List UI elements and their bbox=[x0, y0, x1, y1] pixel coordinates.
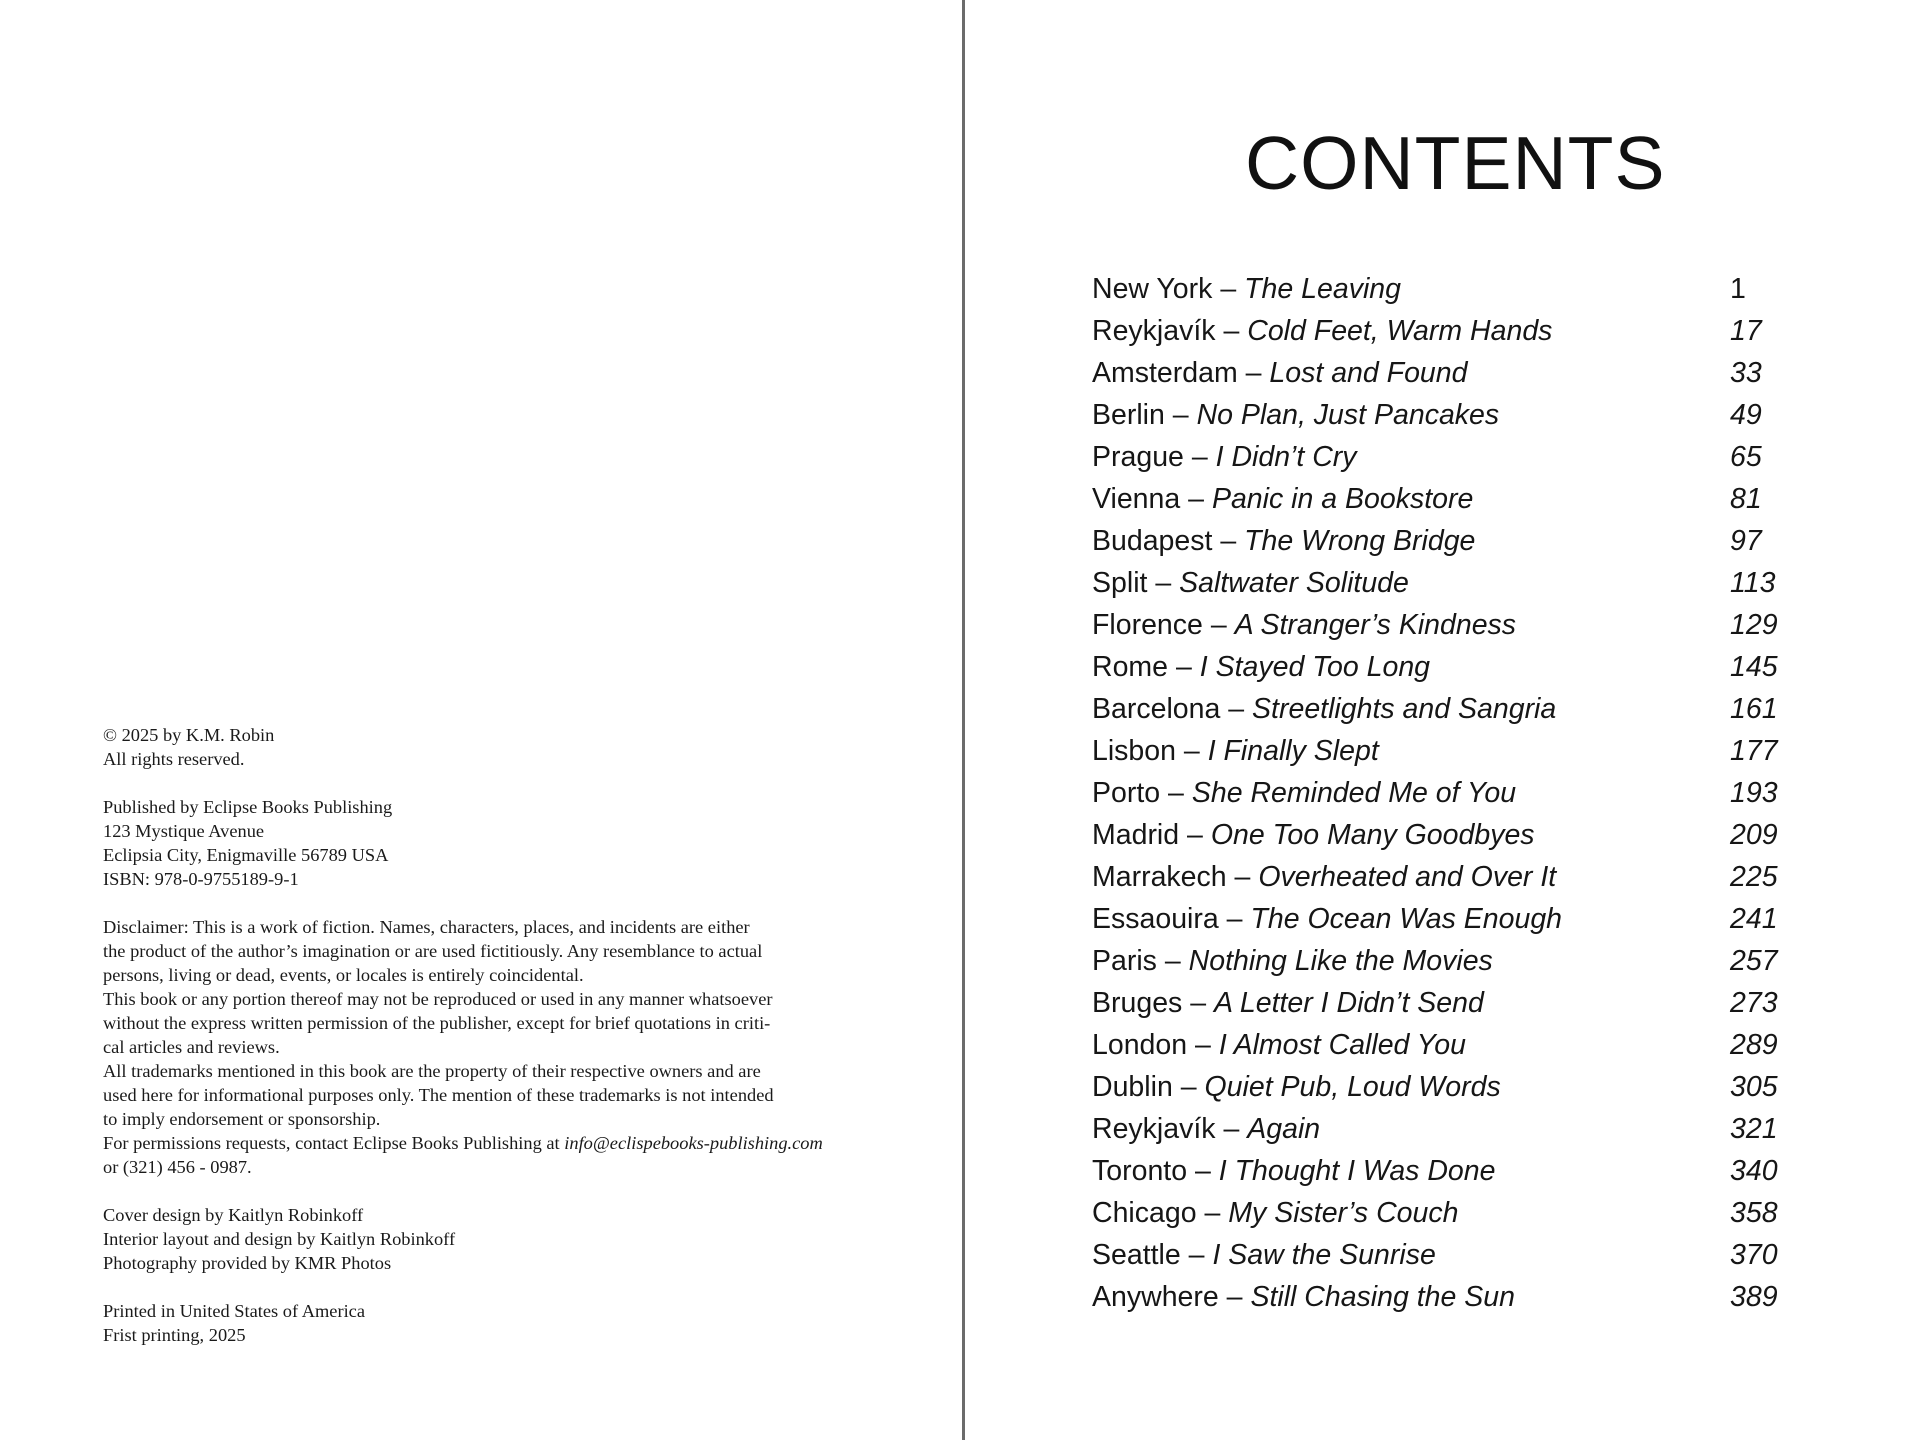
entry-city: Paris bbox=[1092, 945, 1157, 977]
printing-info bbox=[103, 1299, 863, 1347]
entry-title: A Stranger’s Kindness bbox=[1234, 609, 1517, 641]
entry-dash: – bbox=[1188, 1239, 1205, 1271]
entry-title: Lost and Found bbox=[1269, 357, 1468, 389]
contents-title: CONTENTS bbox=[1245, 121, 1666, 205]
contents-entry bbox=[1092, 772, 1792, 814]
entry-title: One Too Many Goodbyes bbox=[1210, 819, 1535, 851]
entry-title: Nothing Like the Movies bbox=[1188, 945, 1493, 977]
entry-city: Prague bbox=[1092, 441, 1184, 473]
permissions-phone: or (321) 456 - 0987. bbox=[103, 1157, 252, 1177]
entry-page-number: 289 bbox=[1730, 1029, 1778, 1061]
entry-dash: – bbox=[1245, 357, 1262, 389]
contents-entry bbox=[1092, 982, 1792, 1024]
disclaimer-line: the product of the author’s imagination or are used fictitiously. Any resemblance to actual bbox=[103, 941, 763, 961]
copyright-line: © 2025 by K.M. Robin bbox=[103, 725, 275, 745]
contents-entry bbox=[1092, 646, 1792, 688]
entry-title: The Leaving bbox=[1244, 273, 1401, 305]
entry-page-number: 241 bbox=[1730, 903, 1778, 935]
entry-page-number: 65 bbox=[1730, 441, 1762, 473]
entry-title: Streetlights and Sangria bbox=[1252, 693, 1557, 725]
entry-page-number: 145 bbox=[1730, 651, 1778, 683]
entry-dash: – bbox=[1204, 1197, 1221, 1229]
entry-city: Seattle bbox=[1092, 1239, 1181, 1271]
rights-line: All rights reserved. bbox=[103, 749, 245, 769]
entry-city: Budapest bbox=[1092, 525, 1213, 557]
entry-dash: – bbox=[1234, 861, 1251, 893]
contents-entry bbox=[1092, 352, 1792, 394]
entry-title: Still Chasing the Sun bbox=[1250, 1281, 1516, 1313]
entry-city: London bbox=[1092, 1029, 1188, 1061]
entry-city: Marrakech bbox=[1092, 861, 1227, 893]
entry-page-number: 209 bbox=[1730, 819, 1778, 851]
entry-city: Vienna bbox=[1092, 483, 1181, 515]
entry-page-number: 321 bbox=[1730, 1113, 1778, 1145]
entry-city: Bruges bbox=[1092, 987, 1183, 1019]
entry-dash: – bbox=[1210, 609, 1227, 641]
entry-city: Essaouira bbox=[1092, 903, 1219, 935]
contents-entry bbox=[1092, 268, 1792, 310]
entry-title: Panic in a Bookstore bbox=[1211, 483, 1474, 515]
entry-city: Madrid bbox=[1092, 819, 1180, 851]
contents-entry bbox=[1092, 1150, 1792, 1192]
entry-title: The Ocean Was Enough bbox=[1250, 903, 1563, 935]
entry-title: I Saw the Sunrise bbox=[1212, 1239, 1436, 1271]
disclaimer-line: Disclaimer: This is a work of fiction. Names, characters, places, and incidents are either bbox=[103, 917, 750, 937]
entry-dash: – bbox=[1183, 735, 1200, 767]
printing-edition: Frist printing, 2025 bbox=[103, 1325, 246, 1345]
contents-entry bbox=[1092, 1108, 1792, 1150]
entry-page-number: 97 bbox=[1730, 525, 1762, 557]
disclaimer-line: persons, living or dead, events, or locales is entirely coincidental. bbox=[103, 965, 584, 985]
contents-entry bbox=[1092, 1024, 1792, 1066]
entry-dash: – bbox=[1228, 693, 1245, 725]
entry-title: She Reminded Me of You bbox=[1191, 777, 1517, 809]
entry-title: Overheated and Over It bbox=[1258, 861, 1557, 893]
cover-credit: Cover design by Kaitlyn Robinkoff bbox=[103, 1205, 364, 1225]
entry-title: I Almost Called You bbox=[1218, 1029, 1466, 1061]
entry-title: A Letter I Didn’t Send bbox=[1214, 987, 1484, 1019]
entry-city: Anywhere bbox=[1092, 1281, 1219, 1313]
printed-in: Printed in United States of America bbox=[103, 1301, 366, 1321]
entry-page-number: 1 bbox=[1730, 273, 1746, 305]
entry-dash: – bbox=[1187, 819, 1203, 851]
credits bbox=[103, 1203, 863, 1275]
entry-city: Split bbox=[1092, 567, 1148, 599]
entry-title: I Thought I Was Done bbox=[1218, 1155, 1496, 1187]
entry-city: Florence bbox=[1092, 609, 1203, 641]
entry-city: Porto bbox=[1092, 777, 1161, 809]
entry-city: New York bbox=[1092, 273, 1213, 305]
contents-entry bbox=[1092, 1276, 1792, 1318]
permissions-email: info@eclispebooks-publishing.com bbox=[564, 1133, 823, 1153]
copyright-notice bbox=[103, 723, 863, 771]
entry-dash: – bbox=[1175, 651, 1192, 683]
entry-title: I Stayed Too Long bbox=[1199, 651, 1431, 683]
entry-dash: – bbox=[1180, 1071, 1197, 1103]
disclaimer-line: cal articles and reviews. bbox=[103, 1037, 280, 1057]
entry-dash: – bbox=[1226, 903, 1243, 935]
contents-entry bbox=[1092, 478, 1792, 520]
interior-credit: Interior layout and design by Kaitlyn Robinkoff bbox=[103, 1229, 456, 1249]
disclaimer-line: This book or any portion thereof may not be reproduced or used in any manner whatsoever bbox=[103, 989, 773, 1009]
entry-dash: – bbox=[1223, 1113, 1240, 1145]
contents-entry bbox=[1092, 1066, 1792, 1108]
entry-city: Berlin bbox=[1092, 399, 1165, 431]
contents-entry bbox=[1092, 856, 1792, 898]
contents-entry bbox=[1092, 814, 1792, 856]
contents-entry bbox=[1092, 730, 1792, 772]
contents-entry bbox=[1092, 1234, 1792, 1276]
entry-page-number: 389 bbox=[1730, 1281, 1778, 1313]
publisher-street: 123 Mystique Avenue bbox=[103, 821, 265, 841]
disclaimer-line: used here for informational purposes only. The mention of these trademarks is not intended bbox=[103, 1085, 774, 1105]
entry-dash: – bbox=[1188, 483, 1205, 515]
entry-page-number: 177 bbox=[1730, 735, 1778, 767]
entry-city: Amsterdam bbox=[1092, 357, 1238, 389]
isbn: ISBN: 978-0-9755189-9-1 bbox=[103, 869, 299, 889]
publisher-city: Eclipsia City, Enigmaville 56789 USA bbox=[103, 845, 389, 865]
entry-page-number: 161 bbox=[1730, 693, 1778, 725]
contents-entry bbox=[1092, 1192, 1792, 1234]
entry-city: Reykjavík bbox=[1092, 1113, 1216, 1145]
entry-city: Lisbon bbox=[1092, 735, 1176, 767]
entry-page-number: 49 bbox=[1730, 399, 1762, 431]
entry-dash: – bbox=[1168, 777, 1184, 809]
entry-page-number: 17 bbox=[1730, 315, 1762, 347]
contents-entry bbox=[1092, 898, 1792, 940]
entry-title: The Wrong Bridge bbox=[1244, 525, 1476, 557]
entry-page-number: 305 bbox=[1730, 1071, 1778, 1103]
entry-city: Dublin bbox=[1092, 1071, 1173, 1103]
entry-title: No Plan, Just Pancakes bbox=[1196, 399, 1500, 431]
contents-list bbox=[1092, 268, 1792, 1318]
entry-page-number: 225 bbox=[1730, 861, 1778, 893]
disclaimer-line: to imply endorsement or sponsorship. bbox=[103, 1109, 381, 1129]
entry-city: Reykjavík bbox=[1092, 315, 1216, 347]
disclaimer-line: All trademarks mentioned in this book are the property of their respective owners and are bbox=[103, 1061, 761, 1081]
entry-city: Rome bbox=[1092, 651, 1169, 683]
entry-title: Again bbox=[1247, 1113, 1321, 1145]
contents-entry bbox=[1092, 436, 1792, 478]
disclaimer bbox=[103, 915, 863, 1179]
entry-dash: – bbox=[1226, 1281, 1243, 1313]
contents-entry bbox=[1092, 394, 1792, 436]
contents-entry bbox=[1092, 688, 1792, 730]
entry-title: Quiet Pub, Loud Words bbox=[1204, 1071, 1501, 1103]
entry-page-number: 257 bbox=[1730, 945, 1778, 977]
entry-dash: – bbox=[1172, 399, 1189, 431]
permissions-text: For permissions requests, contact Eclipse Books Publishing at bbox=[103, 1133, 565, 1153]
entry-title: I Finally Slept bbox=[1207, 735, 1379, 767]
contents-entry bbox=[1092, 940, 1792, 982]
entry-title: I Didn’t Cry bbox=[1215, 441, 1357, 473]
publisher-name: Published by Eclipse Books Publishing bbox=[103, 797, 393, 817]
copyright-block bbox=[103, 723, 863, 1371]
contents-entry bbox=[1092, 520, 1792, 562]
entry-dash: – bbox=[1220, 525, 1237, 557]
entry-page-number: 340 bbox=[1730, 1155, 1778, 1187]
entry-page-number: 193 bbox=[1730, 777, 1778, 809]
entry-city: Barcelona bbox=[1092, 693, 1221, 725]
entry-dash: – bbox=[1194, 1155, 1211, 1187]
entry-page-number: 81 bbox=[1730, 483, 1762, 515]
entry-page-number: 370 bbox=[1730, 1239, 1778, 1271]
entry-dash: – bbox=[1195, 1029, 1211, 1061]
entry-page-number: 273 bbox=[1730, 987, 1778, 1019]
entry-dash: – bbox=[1223, 315, 1240, 347]
disclaimer-line: without the express written permission of the publisher, except for brief quotations in criti- bbox=[103, 1013, 771, 1033]
permissions-line bbox=[103, 1131, 863, 1155]
entry-city: Chicago bbox=[1092, 1197, 1197, 1229]
entry-page-number: 358 bbox=[1730, 1197, 1778, 1229]
entry-page-number: 113 bbox=[1730, 567, 1776, 599]
contents-entry bbox=[1092, 310, 1792, 352]
entry-dash: – bbox=[1190, 987, 1207, 1019]
entry-dash: – bbox=[1155, 567, 1172, 599]
entry-title: Saltwater Solitude bbox=[1179, 567, 1409, 599]
contents-entry bbox=[1092, 562, 1792, 604]
entry-dash: – bbox=[1191, 441, 1208, 473]
entry-dash: – bbox=[1164, 945, 1181, 977]
photo-credit: Photography provided by KMR Photos bbox=[103, 1253, 392, 1273]
entry-page-number: 129 bbox=[1730, 609, 1778, 641]
entry-title: Cold Feet, Warm Hands bbox=[1247, 315, 1553, 347]
entry-city: Toronto bbox=[1092, 1155, 1188, 1187]
entry-page-number: 33 bbox=[1730, 357, 1762, 389]
contents-entry bbox=[1092, 604, 1792, 646]
publisher-info bbox=[103, 795, 863, 891]
entry-dash: – bbox=[1220, 273, 1237, 305]
entry-title: My Sister’s Couch bbox=[1228, 1197, 1459, 1229]
